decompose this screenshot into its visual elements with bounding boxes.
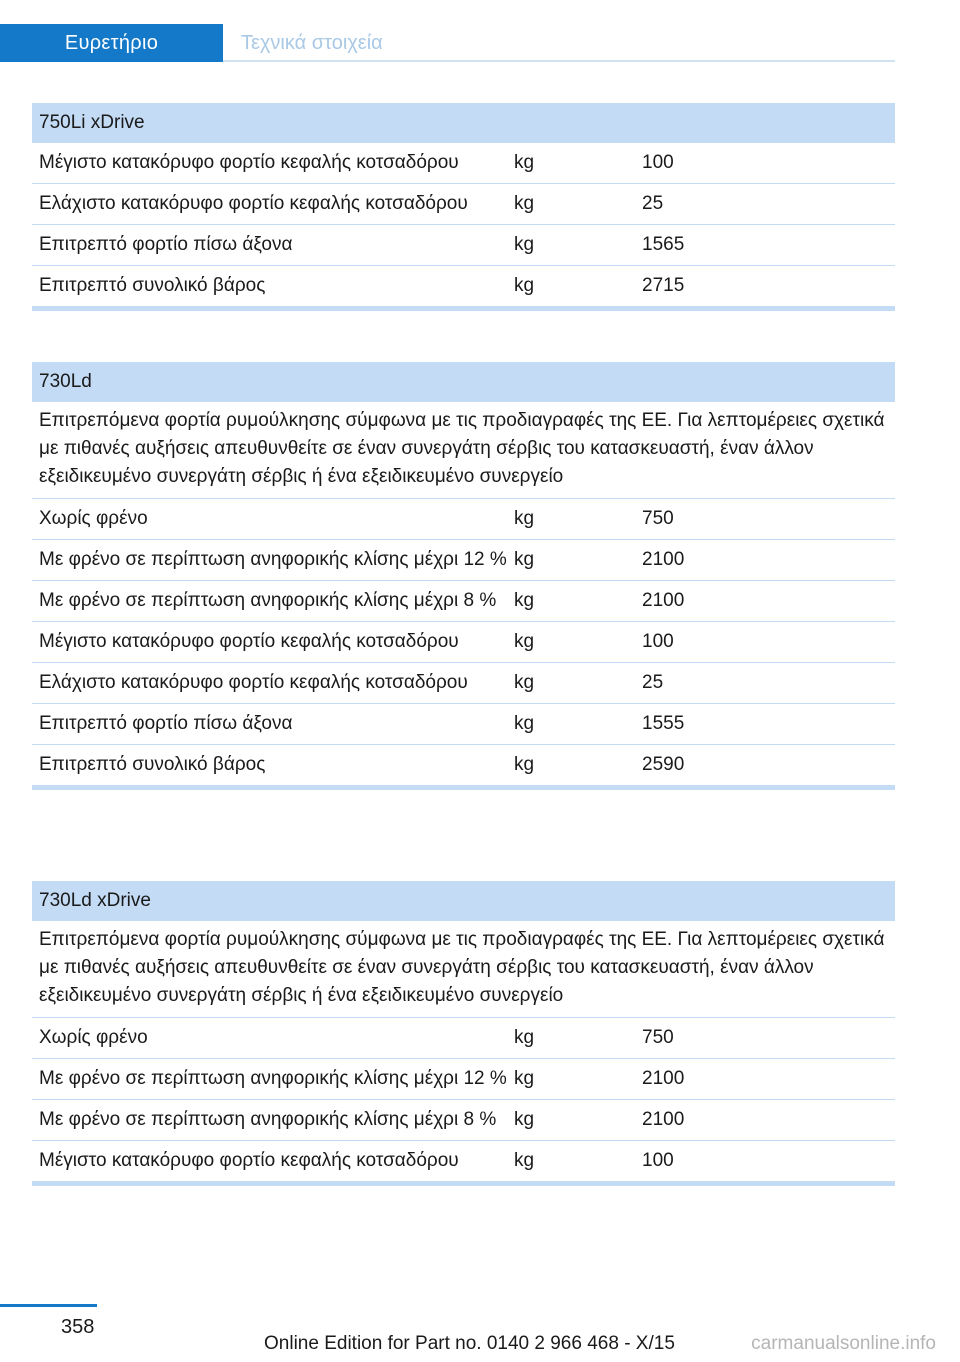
row-unit: kg	[514, 275, 535, 296]
row-value: 100	[642, 152, 674, 173]
section-title: 750Li xDrive	[32, 103, 895, 143]
spec-table-750li-xdrive	[32, 103, 895, 311]
row-unit: kg	[514, 631, 535, 652]
table-row	[32, 663, 895, 704]
row-unit: kg	[514, 590, 535, 611]
row-label: Επιτρεπτό φορτίο πίσω άξονα	[39, 713, 293, 734]
row-unit: kg	[514, 508, 535, 529]
row-value: 25	[642, 672, 664, 693]
row-unit: kg	[514, 234, 535, 255]
header-tabs	[0, 24, 895, 62]
tab-underline	[223, 60, 895, 62]
row-unit: kg	[514, 1150, 535, 1171]
row-label: Χωρίς φρένο	[39, 1027, 148, 1048]
row-value: 25	[642, 193, 664, 214]
table-row	[32, 225, 895, 266]
row-value: 100	[642, 1150, 674, 1171]
row-label: Επιτρεπτό συνολικό βάρος	[39, 275, 266, 296]
row-label: Μέγιστο κατακόρυφο φορτίο κεφαλής κοτσαδόρου	[39, 152, 459, 173]
table-row	[32, 1141, 895, 1186]
row-unit: kg	[514, 1109, 535, 1130]
row-label: Ελάχιστο κατακόρυφο φορτίο κεφαλής κοτσαδόρου	[39, 193, 468, 214]
row-value: 2715	[642, 275, 685, 296]
page-number: 358	[61, 1316, 95, 1338]
row-unit: kg	[514, 193, 535, 214]
row-value: 750	[642, 508, 674, 529]
row-value: 1555	[642, 713, 685, 734]
table-row	[32, 745, 895, 790]
row-value: 2100	[642, 1109, 685, 1130]
row-value: 2100	[642, 1068, 685, 1089]
table-row	[32, 622, 895, 663]
row-value: 1565	[642, 234, 685, 255]
row-value: 2100	[642, 590, 685, 611]
row-unit: kg	[514, 754, 535, 775]
row-unit: kg	[514, 549, 535, 570]
table-row	[32, 499, 895, 540]
row-value: 2590	[642, 754, 685, 775]
row-label: Μέγιστο κατακόρυφο φορτίο κεφαλής κοτσαδόρου	[39, 1150, 459, 1171]
table-row	[32, 1018, 895, 1059]
table-row	[32, 704, 895, 745]
table-row	[32, 540, 895, 581]
section-title: 730Ld	[32, 362, 895, 402]
spec-table-730ld	[32, 362, 895, 790]
row-label: Επιτρεπτό συνολικό βάρος	[39, 754, 266, 775]
row-value: 750	[642, 1027, 674, 1048]
row-label: Χωρίς φρένο	[39, 508, 148, 529]
table-row	[32, 581, 895, 622]
section-title: 730Ld xDrive	[32, 881, 895, 921]
row-value: 2100	[642, 549, 685, 570]
table-row	[32, 1059, 895, 1100]
row-label: Με φρένο σε περίπτωση ανηφορικής κλίσης μέχρι 12 %	[39, 549, 507, 570]
table-row	[32, 266, 895, 311]
row-label: Επιτρεπτό φορτίο πίσω άξονα	[39, 234, 293, 255]
tab-technical-data[interactable]: Τεχνικά στοιχεία	[241, 31, 383, 54]
watermark: carmanualsonline.info	[751, 1333, 936, 1354]
row-label: Με φρένο σε περίπτωση ανηφορικής κλίσης μέχρι 8 %	[39, 590, 497, 611]
row-label: Μέγιστο κατακόρυφο φορτίο κεφαλής κοτσαδόρου	[39, 631, 459, 652]
table-row	[32, 143, 895, 184]
table-row	[32, 184, 895, 225]
page-number-rule	[0, 1304, 97, 1307]
section-note: Επιτρεπόμενα φορτία ρυμούλκησης σύμφωνα με τις προδιαγραφές της ΕΕ. Για λεπτομέρειες σχετικά με πιθανές αυξήσεις απευθυνθείτε σε έναν συνεργάτη σέρβις του κατασκευαστή, έναν άλλον εξειδικευμένο συνεργάτη σέρβις ή ένα εξειδικευμένο συνεργείο	[32, 402, 895, 499]
row-unit: kg	[514, 713, 535, 734]
table-row	[32, 1100, 895, 1141]
row-unit: kg	[514, 1068, 535, 1089]
row-unit: kg	[514, 672, 535, 693]
section-note: Επιτρεπόμενα φορτία ρυμούλκησης σύμφωνα με τις προδιαγραφές της ΕΕ. Για λεπτομέρειες σχετικά με πιθανές αυξήσεις απευθυνθείτε σε έναν συνεργάτη σέρβις του κατασκευαστή, έναν άλλον εξειδικευμένο συνεργάτη σέρβις ή ένα εξειδικευμένο συνεργείο	[32, 921, 895, 1018]
row-label: Με φρένο σε περίπτωση ανηφορικής κλίσης μέχρι 12 %	[39, 1068, 507, 1089]
row-label: Ελάχιστο κατακόρυφο φορτίο κεφαλής κοτσαδόρου	[39, 672, 468, 693]
row-unit: kg	[514, 1027, 535, 1048]
row-label: Με φρένο σε περίπτωση ανηφορικής κλίσης μέχρι 8 %	[39, 1109, 497, 1130]
spec-table-730ld-xdrive	[32, 881, 895, 1186]
edition-footer: Online Edition for Part no. 0140 2 966 468 - X/15	[264, 1333, 675, 1354]
row-unit: kg	[514, 152, 535, 173]
tab-index[interactable]: Ευρετήριο	[0, 24, 223, 62]
row-value: 100	[642, 631, 674, 652]
